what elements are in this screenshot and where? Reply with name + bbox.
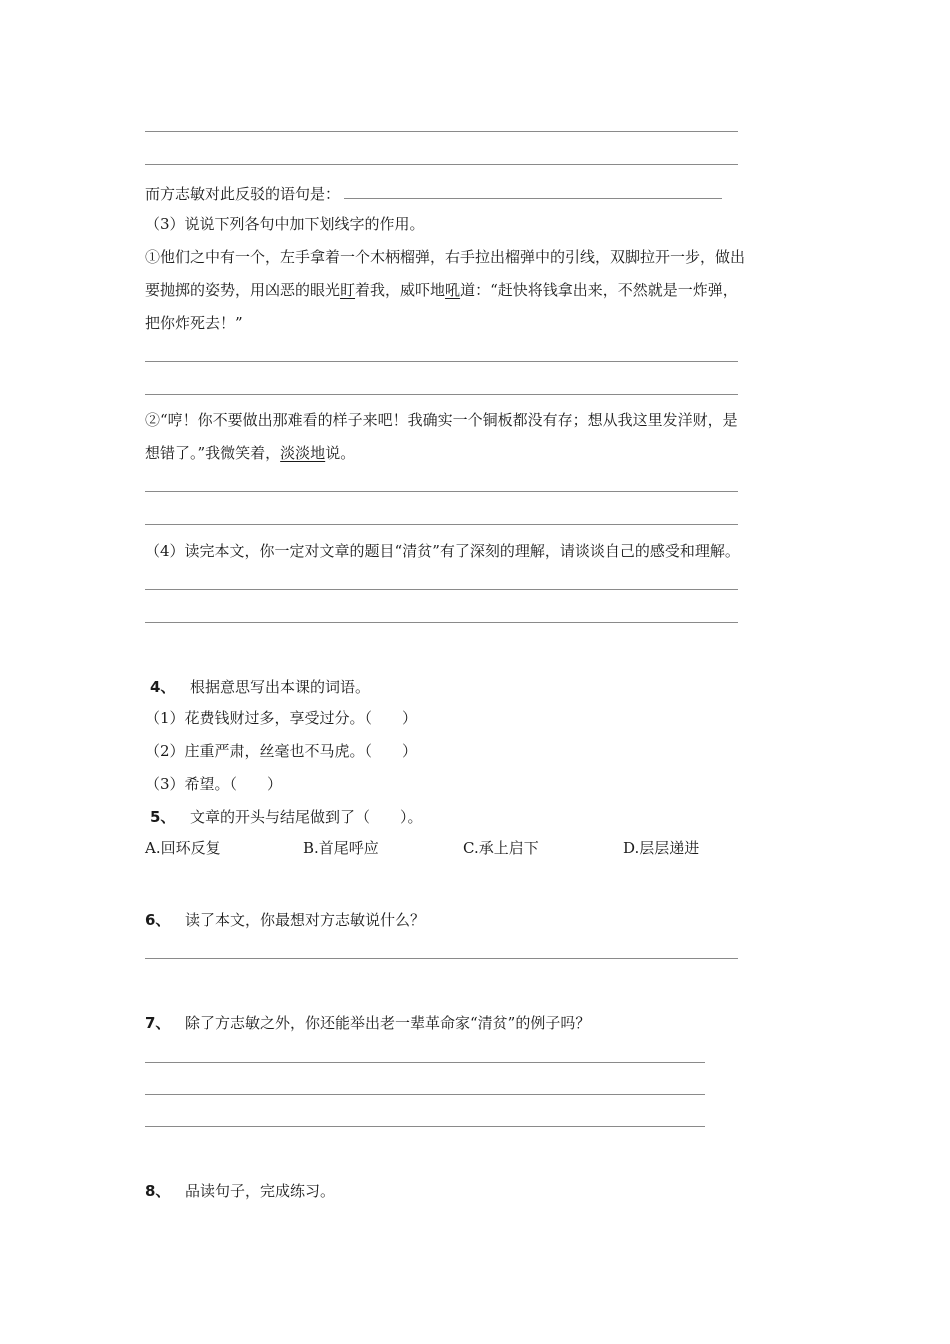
answer-line[interactable] [145,958,738,959]
answer-line[interactable] [145,164,738,165]
option-a[interactable]: A.回环反复 [145,839,221,857]
q4-item-3: （3）希望。（ ） [145,775,283,793]
sentence-1-line-2: 要抛掷的姿势，用凶恶的眼光盯着我，威吓地吼道：“赶快将钱拿出来，不然就是一炸弹， [145,281,738,299]
rebuttal-answer-line[interactable] [344,184,722,199]
answer-line[interactable] [145,394,738,395]
answer-line[interactable] [145,131,738,132]
option-d[interactable]: D.层层递进 [623,839,700,857]
answer-line[interactable] [145,622,738,623]
q4-item-1: （1）花费钱财过多，享受过分。（ ） [145,709,418,727]
answer-line[interactable] [145,1094,705,1095]
sentence-1-line-1: ①他们之中有一个，左手拿着一个木柄榴弹，右手拉出榴弹中的引线，双脚拉开一步，做出 [145,248,746,266]
answer-line[interactable] [145,1126,705,1127]
sentence-2-line-1: ②“哼！你不要做出那难看的样子来吧！我确实一个铜板都没有存；想从我这里发洋财，是 [145,411,738,429]
answer-line[interactable] [145,589,738,590]
answer-line[interactable] [145,361,738,362]
question-6: 6、 读了本文，你最想对方志敏说什么？ [145,911,426,929]
option-b[interactable]: B.首尾呼应 [303,839,379,857]
question-7: 7、 除了方志敏之外，你还能举出老一辈革命家“清贫”的例子吗？ [145,1014,591,1032]
sub-question-3: （3）说说下列各句中加下划线字的作用。 [145,215,425,233]
question-4: 4、 根据意思写出本课的词语。 [150,678,371,696]
underlined-word: 淡淡地 [280,444,326,462]
rebuttal-prompt-row [145,184,722,204]
q4-item-2: （2）庄重严肃，丝毫也不马虎。（ ） [145,742,418,760]
sentence-2-line-2: 想错了。”我微笑着，淡淡地说。 [145,444,356,462]
answer-line[interactable] [145,1062,705,1063]
answer-line[interactable] [145,491,738,492]
sentence-1-line-3: 把你炸死去！” [145,314,243,332]
question-5: 5、 文章的开头与结尾做到了（ ）。 [150,808,423,826]
answer-line[interactable] [145,524,738,525]
sub-question-4: （4）读完本文，你一定对文章的题目“清贫”有了深刻的理解，请谈谈自己的感受和理解。 [145,542,740,560]
underlined-word: 盯 [340,281,356,299]
underlined-word: 吼 [445,281,461,299]
question-8: 8、 品读句子，完成练习。 [145,1182,336,1200]
rebuttal-prompt: 而方志敏对此反驳的语句是： [145,185,341,203]
option-c[interactable]: C.承上启下 [463,839,539,857]
